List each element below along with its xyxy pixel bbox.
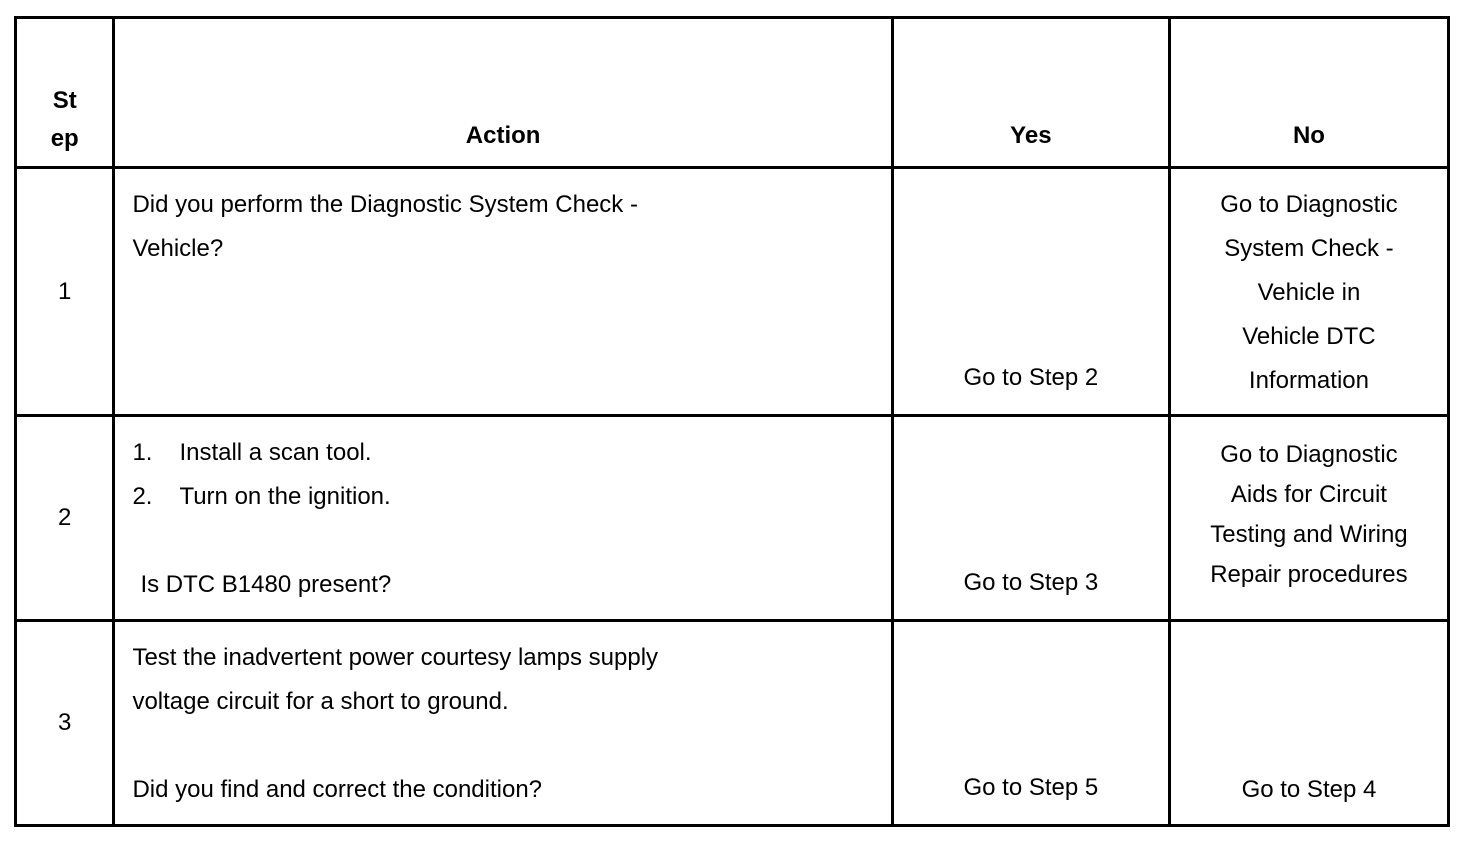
no-line: Go to Step 4 bbox=[1241, 776, 1377, 803]
list-item-number: 2. bbox=[132, 483, 153, 510]
step-number: 1 bbox=[16, 168, 114, 416]
action-cell bbox=[114, 621, 892, 826]
yes-result: Go to Step 5 bbox=[892, 621, 1169, 826]
no-line: Go to Diagnostic bbox=[1220, 191, 1398, 218]
step-number: 3 bbox=[16, 621, 114, 826]
no-line: Testing and Wiring bbox=[1210, 521, 1408, 548]
header-row bbox=[16, 18, 1449, 168]
action-question: Is DTC B1480 present? bbox=[140, 571, 392, 598]
action-line: Did you perform the Diagnostic System Check - bbox=[132, 191, 638, 218]
no-line: Repair procedures bbox=[1210, 561, 1408, 588]
action-cell bbox=[114, 168, 892, 416]
table-row bbox=[16, 416, 1449, 621]
table-row bbox=[16, 168, 1449, 416]
no-line: Information bbox=[1248, 367, 1369, 394]
diagnostic-table bbox=[14, 16, 1450, 827]
no-result bbox=[1169, 621, 1448, 826]
action-line: Test the inadvertent power courtesy lamps supply bbox=[132, 644, 659, 671]
no-line: Go to Diagnostic bbox=[1220, 441, 1398, 468]
header-step bbox=[16, 18, 114, 168]
action-list bbox=[132, 417, 890, 519]
list-item bbox=[132, 475, 890, 519]
table-row bbox=[16, 621, 1449, 826]
yes-result: Go to Step 3 bbox=[892, 416, 1169, 621]
header-step-line1: St bbox=[52, 87, 77, 114]
list-item-text: Install a scan tool. bbox=[179, 439, 372, 466]
action-line: voltage circuit for a short to ground. bbox=[132, 688, 509, 715]
header-action: Action bbox=[114, 18, 892, 168]
header-step-line2: ep bbox=[50, 125, 79, 152]
list-item bbox=[132, 431, 890, 475]
action-cell bbox=[114, 416, 892, 621]
action-question: Did you find and correct the condition? bbox=[132, 776, 543, 803]
action-line: Vehicle? bbox=[132, 235, 224, 262]
no-line: Vehicle DTC bbox=[1242, 323, 1376, 350]
list-item-number: 1. bbox=[132, 439, 153, 466]
no-line: Vehicle in bbox=[1257, 279, 1361, 306]
no-result bbox=[1169, 416, 1448, 621]
header-no: No bbox=[1169, 18, 1448, 168]
step-number: 2 bbox=[16, 416, 114, 621]
header-yes: Yes bbox=[892, 18, 1169, 168]
no-result bbox=[1169, 168, 1448, 416]
no-line: System Check - bbox=[1224, 235, 1394, 262]
yes-result: Go to Step 2 bbox=[892, 168, 1169, 416]
list-item-text: Turn on the ignition. bbox=[179, 483, 391, 510]
no-line: Aids for Circuit bbox=[1230, 481, 1387, 508]
